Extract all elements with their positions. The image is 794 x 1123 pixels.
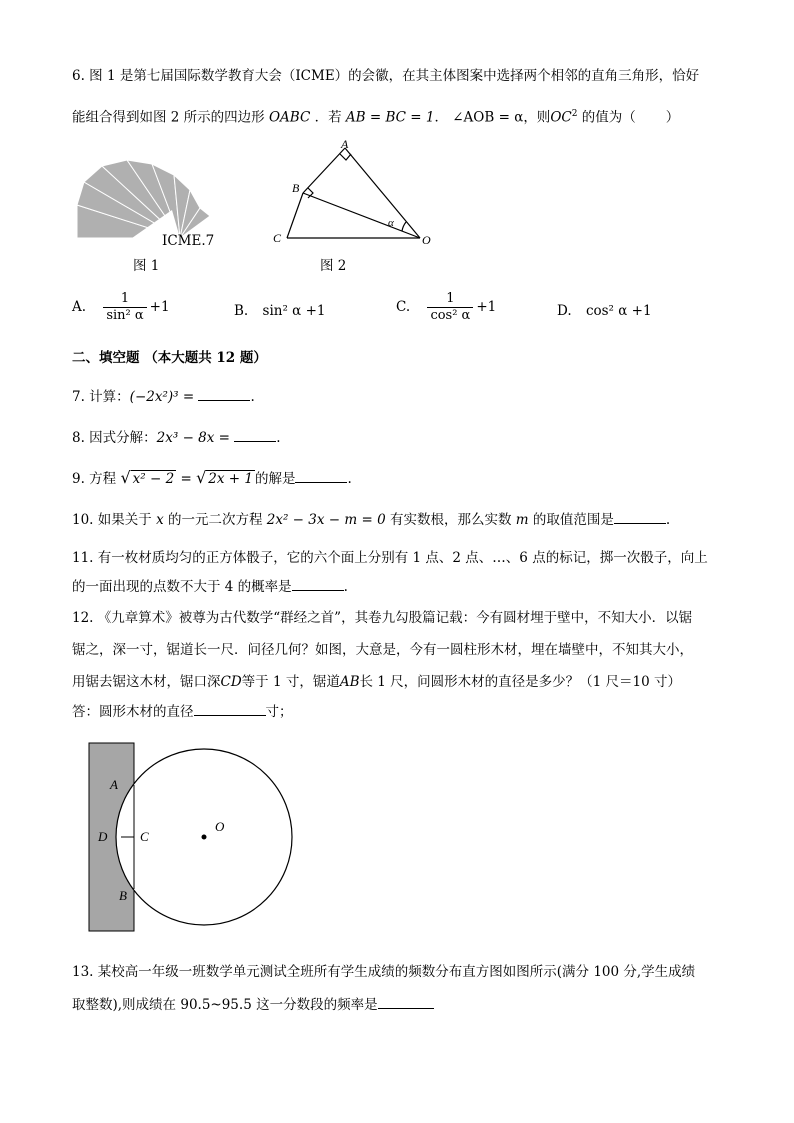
fig2-label-alpha: α (388, 217, 394, 229)
option-d-label: D. (557, 303, 572, 319)
q10-text-c: 有实数根，那么实数 (389, 512, 512, 528)
q13-answer-blank[interactable] (378, 994, 434, 1009)
q12-answer-text: 答：圆形木材的直径 (72, 704, 194, 720)
label-d: D (98, 829, 108, 844)
q9-end: . (347, 471, 352, 487)
q10-text-a: 10. 如果关于 (72, 512, 152, 528)
q12-line3 (72, 672, 681, 692)
q10-m: m (515, 512, 529, 528)
q10-equation: 2x² − 3x − m = 0 (266, 512, 386, 528)
angle-alpha-arc (402, 222, 406, 231)
option-c-label: C. (396, 299, 411, 315)
fig2-label-o: O (422, 233, 431, 247)
q6-text-d: 的值为（ (581, 109, 636, 126)
option-c-tail: +1 (476, 299, 497, 315)
q13-line2 (72, 994, 434, 1015)
q6-target: OC (550, 109, 572, 126)
q12-answer-blank[interactable] (194, 701, 266, 716)
q13-text: 取整数),则成绩在 90.5~95.5 这一分数段的频率是 (72, 997, 378, 1013)
q12-text-c: 长 1 尺，问圆形木材的直径是多少？（1 尺＝10 寸） (359, 674, 682, 690)
option-b-text: sin² α +1 (262, 303, 326, 319)
q6-text-e: ） (665, 109, 680, 126)
q12-text-a: 用锯去锯这木材，锯口深 (72, 674, 221, 690)
q12-text-b: 等于 1 寸，锯道 (241, 674, 340, 690)
q11-answer-blank[interactable] (292, 576, 344, 591)
fig2-label-b: B (292, 181, 300, 195)
question-9: 9. 方程 √ x² − 2 = √ 2x + 1 的解是 . (72, 468, 352, 487)
figure-1-caption: 图 1 (133, 258, 160, 274)
q6-text-b: ．若 (314, 109, 342, 126)
q11-line1: 11. 有一枚材质均匀的正方体骰子，它的六个面上分别有 1 点、2 点、…、6 点的标记，掷一次骰子，向上 (72, 550, 708, 566)
q12-line1: 12. 《九章算术》被尊为古代数学“群经之首”，其卷九勾股篇记载：今有圆材埋于壁中，不知大小．以锯 (72, 610, 693, 626)
q6-option-d[interactable] (557, 303, 652, 319)
q8-answer-blank[interactable] (234, 427, 276, 442)
q9-rhs: 2x + 1 (208, 471, 253, 487)
segment-ao (345, 148, 420, 238)
q10-text-b: 的一元二次方程 (167, 512, 263, 528)
q7-answer-blank[interactable] (198, 386, 250, 401)
option-a-fraction (103, 291, 146, 324)
q11-end: . (343, 579, 348, 595)
q6-option-a[interactable] (72, 291, 170, 324)
option-a-label: A. (72, 299, 87, 315)
q8-end: . (276, 430, 281, 446)
q8-prefix: 8. 因式分解： (72, 430, 157, 446)
q9-answer-blank[interactable] (295, 468, 347, 483)
q13-line1: 13. 某校高一年级一班数学单元测试全班所有学生成绩的频数分布直方图如图所示(满分 100 分,学生成绩 (72, 964, 696, 980)
label-a: A (110, 777, 118, 792)
option-d-text: cos² α +1 (585, 303, 652, 319)
q11-text: 的一面出现的点数不大于 4 的概率是 (72, 579, 292, 595)
segment-ab (303, 148, 345, 193)
q12-ab: AB (339, 674, 360, 690)
figure-1-label: ICME.7 (162, 233, 215, 249)
figure-2-caption: 图 2 (320, 258, 347, 274)
segment-bo (303, 193, 420, 238)
q6-cond: AB = BC = 1 (345, 109, 435, 126)
option-a-numerator: 1 (103, 291, 146, 308)
option-a-tail: +1 (149, 299, 170, 315)
q10-end: . (665, 512, 671, 528)
center-o-dot (202, 835, 207, 840)
q6-text: 6. 图 1 是第七届国际数学教育大会（ICME）的会徽，在其主体图案中选择两个相邻的直角三角形，恰好 (72, 68, 700, 84)
segment-bc (287, 193, 303, 238)
option-c-fraction (427, 291, 473, 324)
option-a-denominator: sin² α (106, 308, 144, 323)
q6-line2: 能组合得到如图 2 所示的四边形 OABC ．若 AB = BC = 1． ∠AOB = α，则$OC^2$ 的值为（ ） (72, 109, 680, 126)
fig2-label-c: C (273, 231, 282, 245)
q9-prefix: 9. 方程 (72, 471, 117, 487)
q10-text-d: 的取值范围是 (532, 512, 614, 528)
q12-line2: 锯之，深一寸，锯道长一尺．问径几何？如图，大意是，今有一圆柱形木材，埋在墙壁中，不知其大小， (72, 642, 693, 658)
q7-expression: (−2x²)³ = (129, 389, 195, 405)
q10-answer-blank[interactable] (614, 509, 666, 524)
q9-lhs: x² − 2 (132, 471, 175, 487)
q6-option-b[interactable] (234, 303, 325, 319)
figure-q12-circle-in-wall (85, 740, 300, 935)
question-8 (72, 427, 281, 448)
q6-text-c: ，则 (523, 109, 551, 126)
section-heading: 二、填空题 （本大题共 12 题） (72, 350, 267, 366)
q12-answer-line (72, 701, 293, 722)
q6-option-c[interactable] (396, 291, 496, 324)
q6-text-a: 能组合得到如图 2 所示的四边形 (72, 109, 265, 126)
q11-line2 (72, 576, 348, 597)
q12-cd: CD (220, 674, 242, 690)
label-b: B (119, 888, 127, 903)
question-10 (72, 509, 670, 530)
q9-middle: 的解是 (254, 471, 296, 487)
question-7 (72, 386, 255, 407)
option-c-denominator: cos² α (430, 308, 471, 323)
q7-prefix: 7. 计算： (72, 389, 130, 405)
q9-equals: = (180, 471, 192, 487)
option-c-numerator: 1 (427, 291, 473, 308)
q12-answer-unit: 寸； (265, 704, 293, 720)
option-b-label: B. (234, 303, 249, 319)
q8-expression: 2x³ − 8x = (156, 430, 230, 446)
right-angle-a (340, 154, 351, 160)
label-o: O (215, 819, 225, 834)
q6-line1 (72, 66, 699, 86)
fig2-label-a: A (341, 138, 349, 151)
q10-x: x (156, 512, 164, 528)
q7-end: . (250, 389, 255, 405)
q6-quad: OABC (268, 109, 311, 126)
label-c: C (140, 829, 149, 844)
figure-2-quadrilateral (268, 138, 438, 250)
q6-angle: ∠AOB = α (452, 109, 524, 126)
